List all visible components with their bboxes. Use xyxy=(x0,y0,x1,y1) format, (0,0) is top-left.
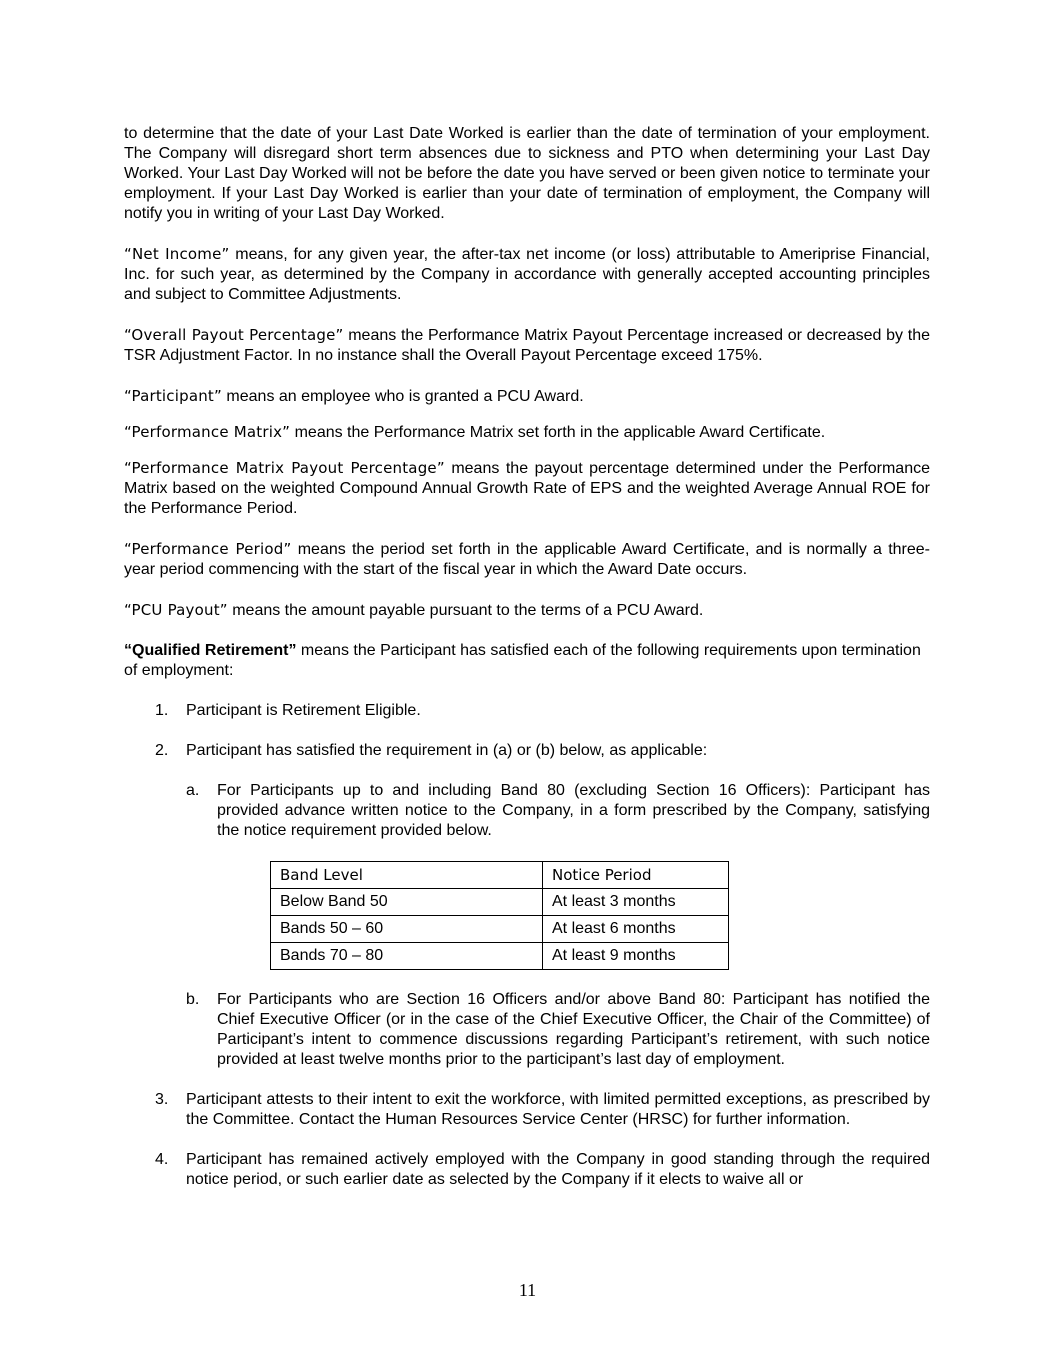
list-item-2a xyxy=(124,781,930,841)
table-cell-notice: At least 6 months xyxy=(543,916,729,943)
table-cell-notice: At least 3 months xyxy=(543,889,729,916)
definition-pcu-payout xyxy=(124,600,930,621)
definition-text: means the period set forth in the applicable Award Certificate, and is normally a three-year period commencing with the start of the fiscal year in which the Award Date occurs. xyxy=(124,541,930,578)
definition-performance-matrix-payout-percentage xyxy=(124,458,930,519)
table-row xyxy=(271,889,729,916)
list-text: Participant attests to their intent to exit the workforce, with limited permitted exceptions, as prescribed by the Committee. Contact the Human Resources Service Center (HRSC) for further information. xyxy=(186,1091,930,1128)
list-text: Participant is Retirement Eligible. xyxy=(186,702,421,719)
table-cell-band: Below Band 50 xyxy=(271,889,543,916)
term-performance-period: “Performance Period” xyxy=(124,540,292,558)
document-page xyxy=(124,124,930,1210)
list-text: For Participants who are Section 16 Officers and/or above Band 80: Participant has notified the Chief Executive Officer (or in the case of the Chief Executive Officer, the Chair of the Committee) of Participant’s intent to commence discussions regarding Participant’s retirement, with such notice provided at least twelve months prior to the participant’s last day of employment. xyxy=(217,991,930,1068)
term-participant: “Participant” xyxy=(124,387,222,405)
list-text: Participant has satisfied the requirement in (a) or (b) below, as applicable: xyxy=(186,742,708,759)
definition-text: means the amount payable pursuant to the terms of a PCU Award. xyxy=(227,602,704,619)
term-net-income: “Net Income” xyxy=(124,245,230,263)
list-item-2b xyxy=(124,990,930,1070)
definition-text: means the Performance Matrix set forth in the applicable Award Certificate. xyxy=(290,424,826,441)
list-number: 1. xyxy=(155,702,169,719)
definition-overall-payout-percentage xyxy=(124,325,930,366)
term-performance-matrix-payout-percentage: “Performance Matrix Payout Percentage” xyxy=(124,459,445,477)
term-overall-payout-percentage: “Overall Payout Percentage” xyxy=(124,326,344,344)
definition-text: means the Participant has satisfied each of the following requirements upon termination of employment: xyxy=(124,642,921,679)
list-item-3 xyxy=(124,1090,930,1130)
definition-text: means, for any given year, the after-tax net income (or loss) attributable to Ameriprise Financial, Inc. for such year, as determined by the Company in accordance with generally accepted accounting principles and subject to Committee Adjustments. xyxy=(124,246,930,303)
term-pcu-payout: “PCU Payout” xyxy=(124,601,228,619)
table-row xyxy=(271,916,729,943)
definition-performance-period xyxy=(124,539,930,580)
list-letter: b. xyxy=(186,991,200,1008)
table-row xyxy=(271,943,729,970)
definition-text: means an employee who is granted a PCU Award. xyxy=(221,388,584,405)
list-number: 3. xyxy=(155,1091,169,1108)
list-item-4 xyxy=(124,1150,930,1190)
list-text: For Participants up to and including Band 80 (excluding Section 16 Officers): Participant has provided advance written notice to the Company, in a form prescribed by the Company, satisfying the notice requirement provided below. xyxy=(217,782,930,839)
definition-text: means the Performance Matrix Payout Percentage increased or decreased by the TSR Adjustment Factor. In no instance shall the Overall Payout Percentage exceed 175%. xyxy=(124,327,930,364)
definition-net-income xyxy=(124,244,930,305)
list-item-2 xyxy=(124,741,930,761)
definition-qualified-retirement xyxy=(124,641,930,681)
table-cell-notice: At least 9 months xyxy=(543,943,729,970)
table-cell-band: Bands 70 – 80 xyxy=(271,943,543,970)
definition-participant xyxy=(124,386,930,407)
table-header-notice-period: Notice Period xyxy=(543,862,729,889)
list-number: 2. xyxy=(155,742,169,759)
list-text: Participant has remained actively employed with the Company in good standing through the required notice period, or such earlier date as selected by the Company if it elects to waive all or xyxy=(186,1151,930,1188)
table-cell-band: Bands 50 – 60 xyxy=(271,916,543,943)
list-number: 4. xyxy=(155,1151,169,1168)
page-number: 11 xyxy=(518,1280,537,1300)
list-letter: a. xyxy=(186,782,200,799)
term-qualified-retirement: “Qualified Retirement” xyxy=(124,642,297,659)
table-header-band-level: Band Level xyxy=(271,862,543,889)
definition-text: means the payout percentage determined under the Performance Matrix based on the weighted Compound Annual Growth Rate of EPS and the weighted Average Annual ROE for the Performance Period. xyxy=(124,460,931,517)
continuation-paragraph: to determine that the date of your Last Date Worked is earlier than the date of termination of your employment. The Company will disregard short term absences due to sickness and PTO when determining your Last Day Worked. Your Last Day Worked will not be before the date you have served or been given notice to terminate your employment. If your Last Day Worked is earlier than your date of termination of employment, the Company will notify you in writing of your Last Day Worked. xyxy=(124,125,930,222)
definition-performance-matrix xyxy=(124,422,930,443)
term-performance-matrix: “Performance Matrix” xyxy=(124,423,291,441)
list-item-1 xyxy=(124,701,930,721)
notice-period-table xyxy=(270,861,729,970)
table-header-row xyxy=(271,862,729,889)
